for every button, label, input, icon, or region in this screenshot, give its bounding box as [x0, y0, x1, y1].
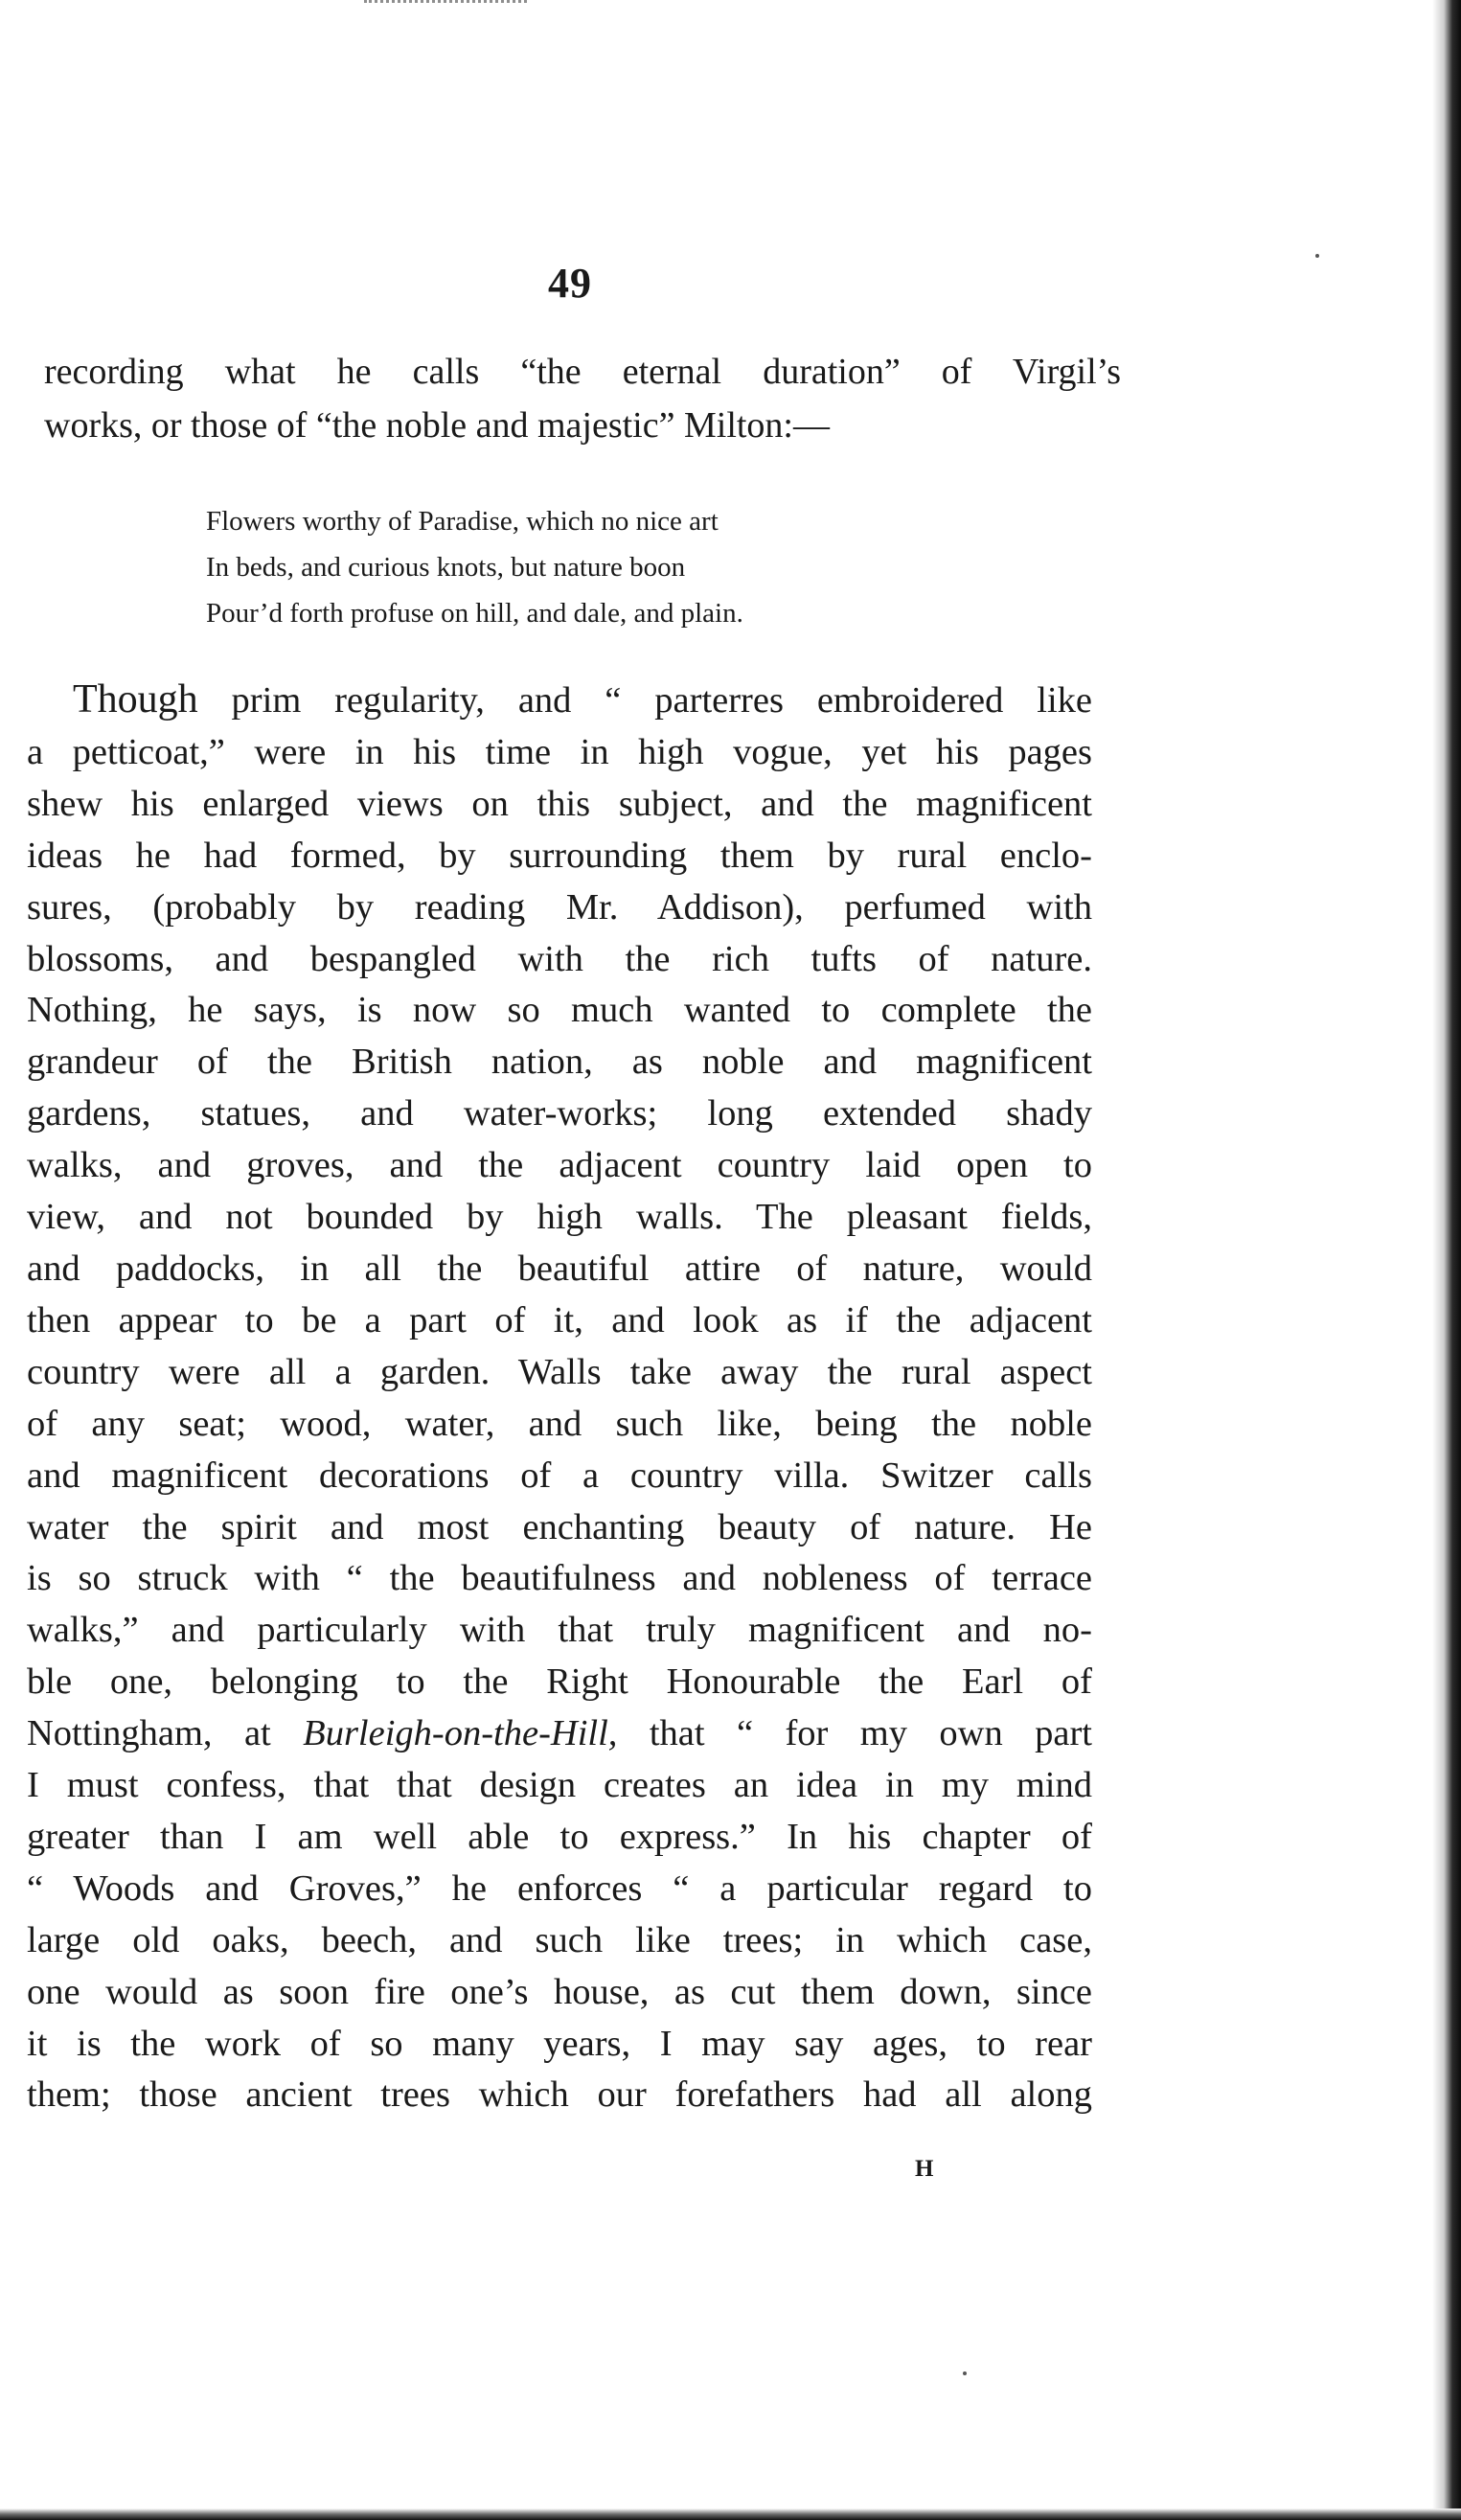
body-line: sures, (probably by reading Mr. Addison), perfumed with: [27, 886, 1092, 928]
page-number: 49: [548, 260, 592, 307]
body-line: grandeur of the British nation, as noble and magnificent: [27, 1042, 1092, 1083]
intro-line: recording what he calls “the eternal duration” of Virgil’s: [44, 352, 1121, 392]
body-line: a petticoat,” were in his time in high vogue, yet his pages: [27, 731, 1092, 772]
page-edge-bottom: [0, 2509, 1461, 2520]
page-edge-right: [1432, 0, 1461, 2520]
body-line: and paddocks, in all the beautiful attire of nature, would: [27, 1248, 1092, 1289]
body-line: it is the work of so many years, I may say ages, to rear: [27, 2023, 1092, 2064]
nottingham-post: that “ for my own part: [617, 1713, 1092, 1754]
body-line: greater than I am well able to express.” In his chapter of: [27, 1816, 1092, 1857]
body-line: ideas he had formed, by surrounding them by rural enclo-: [27, 835, 1092, 876]
body-line: shew his enlarged views on this subject, and the magnificent: [27, 783, 1092, 824]
signature-mark: H: [915, 2156, 934, 2182]
opening-word: Though: [73, 677, 198, 722]
verse-line: In beds, and curious knots, but nature boon: [206, 552, 686, 583]
body-line-first: [27, 675, 1092, 727]
body-line: is so struck with “ the beautifulness and nobleness of terrace: [27, 1558, 1092, 1599]
page-top-marks: [364, 0, 527, 12]
body-line: gardens, statues, and water-works; long extended shady: [27, 1093, 1092, 1134]
ink-speck: [963, 2371, 967, 2375]
body-line: country were all a garden. Walls take away the rural aspect: [27, 1351, 1092, 1392]
body-line: I must confess, that that design creates an idea in my mind: [27, 1765, 1092, 1806]
verse-quotation: [206, 498, 934, 636]
body-line: walks, and groves, and the adjacent country laid open to: [27, 1145, 1092, 1186]
body-line: ble one, belonging to the Right Honourable the Earl of: [27, 1661, 1092, 1703]
body-line: walks,” and particularly with that truly magnificent and no-: [27, 1610, 1092, 1651]
body-line-first-rest: prim regularity, and “ parterres embroidered like: [231, 680, 1092, 721]
ink-speck: [1315, 254, 1319, 258]
body-line: then appear to be a part of it, and look as if the adjacent: [27, 1299, 1092, 1340]
intro-paragraph: [44, 345, 1121, 452]
place-name-italic: Burleigh-on-the-Hill,: [303, 1713, 618, 1754]
body-line: one would as soon fire one’s house, as cut them down, since: [27, 1971, 1092, 2012]
body-line: blossoms, and bespangled with the rich tufts of nature.: [27, 938, 1092, 979]
body-line: Nothing, he says, is now so much wanted to complete the: [27, 990, 1092, 1031]
body-line: view, and not bounded by high walls. The pleasant fields,: [27, 1197, 1092, 1238]
body-paragraph: [27, 675, 1092, 2121]
body-line: of any seat; wood, water, and such like, being the noble: [27, 1403, 1092, 1444]
body-line: water the spirit and most enchanting beauty of nature. He: [27, 1506, 1092, 1547]
body-line: “ Woods and Groves,” he enforces “ a particular regard to: [27, 1867, 1092, 1909]
intro-line: works, or those of “the noble and majestic” Milton:—: [44, 405, 830, 446]
verse-line: Pour’d forth profuse on hill, and dale, and plain.: [206, 598, 743, 629]
body-line: large old oaks, beech, and such like trees; in which case,: [27, 1919, 1092, 1960]
body-line: them; those ancient trees which our forefathers had all along: [27, 2074, 1092, 2116]
verse-line: Flowers worthy of Paradise, which no nice art: [206, 506, 719, 537]
body-line-nottingham: [27, 1708, 1092, 1760]
nottingham-pre: Nottingham, at: [27, 1713, 304, 1754]
body-line: and magnificent decorations of a country villa. Switzer calls: [27, 1455, 1092, 1496]
